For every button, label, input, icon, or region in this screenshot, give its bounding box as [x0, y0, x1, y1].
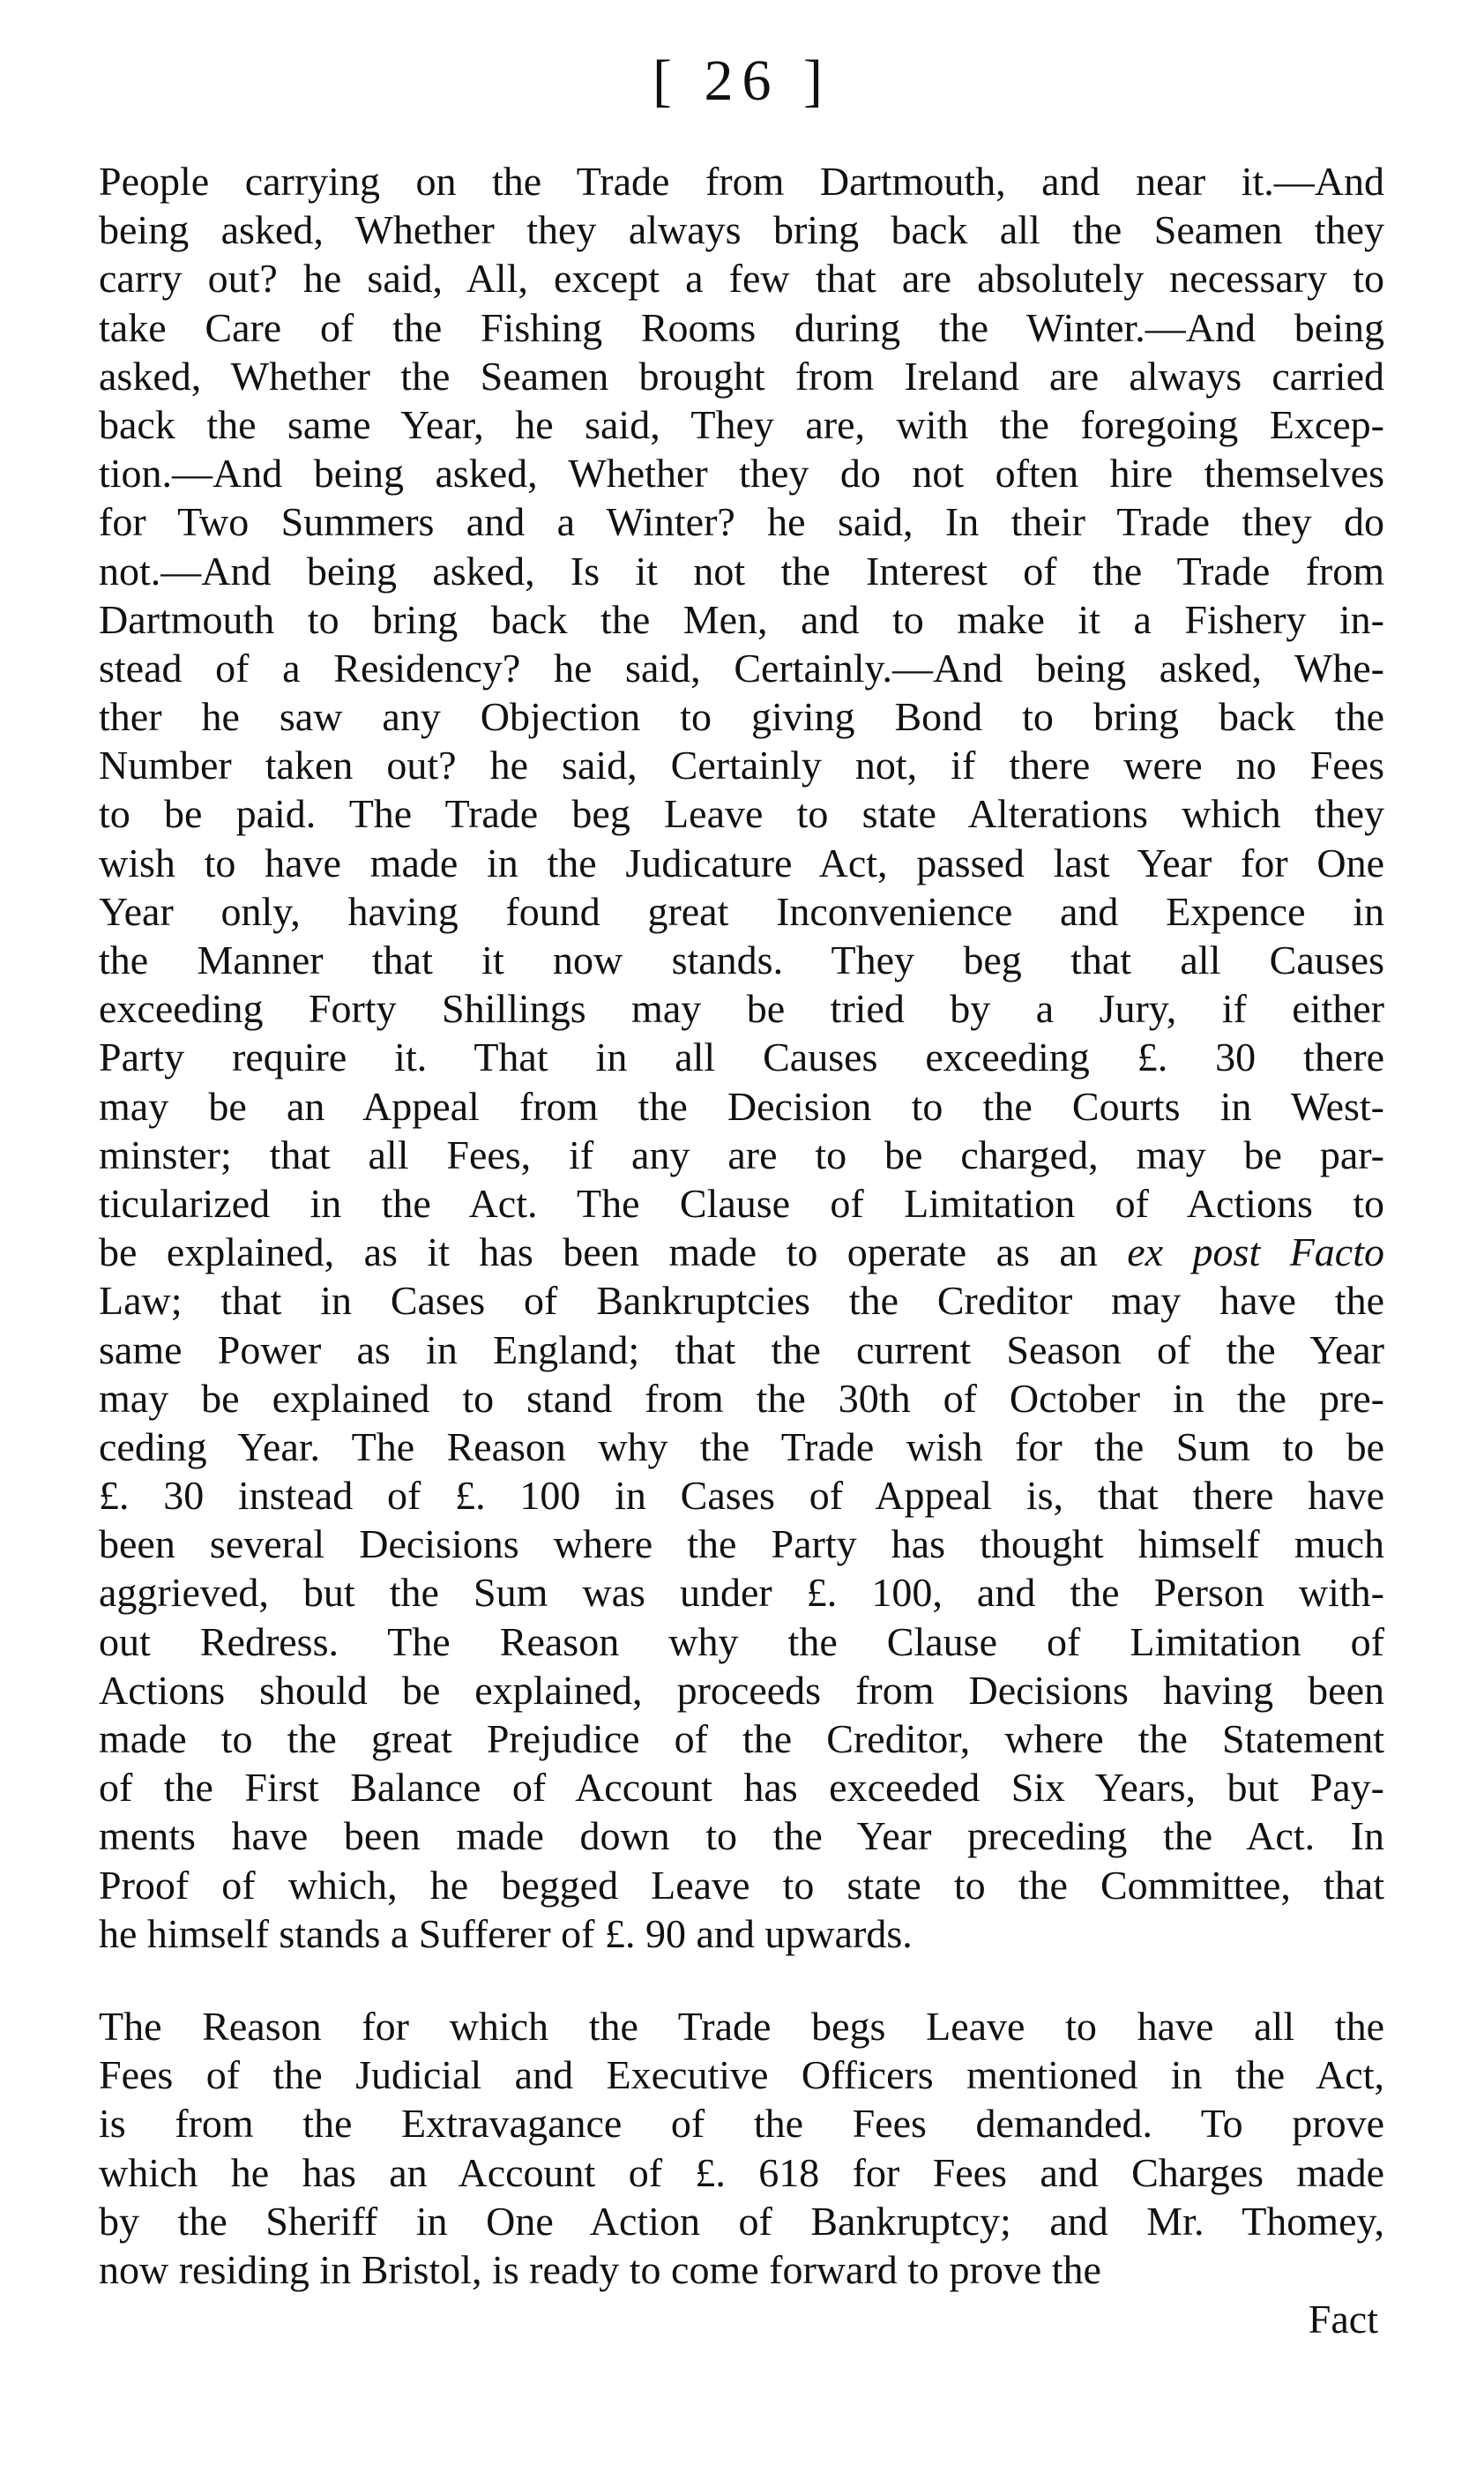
paragraph-1 [99, 157, 1384, 1958]
text-line: Fees of the Judicial and Executive Officers mentioned in the Act, [99, 2052, 1384, 2098]
text-line: not.—And being asked, Is it not the Interest of the Trade from [99, 548, 1384, 594]
text-line: by the Sheriff in One Action of Bankruptcy; and Mr. Thomey, [99, 2198, 1384, 2244]
text-line: back the same Year, he said, They are, with the foregoing Excep- [99, 401, 1384, 447]
text-line: to be paid. The Trade beg Leave to state Alterations which they [99, 791, 1384, 837]
text-line: been several Decisions where the Party has thought himself much [99, 1521, 1384, 1567]
text-line: Year only, having found great Inconvenience and Expence in [99, 888, 1384, 934]
text-line: carry out? he said, All, except a few that are absolutely necessary to [99, 256, 1384, 302]
text-line: People carrying on the Trade from Dartmouth, and near it.—And [99, 159, 1384, 204]
text-line: take Care of the Fishing Rooms during the Winter.—And being [99, 304, 1384, 350]
text-line: made to the great Prejudice of the Creditor, where the Statement [99, 1716, 1384, 1761]
text-line: minster; that all Fees, if any are to be charged, may be par- [99, 1132, 1384, 1177]
text-line: may be an Appeal from the Decision to the Courts in West- [99, 1083, 1384, 1129]
text-line: be explained, as it has been made to operate as an ex post Facto [99, 1229, 1384, 1275]
text-line: for Two Summers and a Winter? he said, In their Trade they do [99, 499, 1384, 545]
text-line: of the First Balance of Account has exceeded Six Years, but Pay- [99, 1765, 1384, 1811]
text-line: being asked, Whether they always bring back all the Seamen they [99, 207, 1384, 253]
text-line: Party require it. That in all Causes exceeding £. 30 there [99, 1035, 1384, 1080]
text-line: asked, Whether the Seamen brought from Ireland are always carried [99, 353, 1384, 399]
text-line: is from the Extravagance of the Fees demanded. To prove [99, 2101, 1384, 2147]
catchword: Fact [1308, 2297, 1378, 2342]
text-line: exceeding Forty Shillings may be tried by a Jury, if either [99, 986, 1384, 1032]
text-line: ments have been made down to the Year preceding the Act. In [99, 1813, 1384, 1859]
text-line: Number taken out? he said, Certainly not, if there were no Fees [99, 743, 1384, 788]
text-line: ther he saw any Objection to giving Bond to bring back the [99, 694, 1384, 740]
text-line: Proof of which, he begged Leave to state to the Committee, that [99, 1862, 1384, 1908]
text-line: aggrieved, but the Sum was under £. 100, and the Person with- [99, 1570, 1384, 1616]
text-line: which he has an Account of £. 618 for Fees and Charges made [99, 2149, 1384, 2195]
text-line: Law; that in Cases of Bankruptcies the Creditor may have the [99, 1278, 1384, 1324]
text-line: the Manner that it now stands. They beg that all Causes [99, 937, 1384, 982]
text-line: same Power as in England; that the current Season of the Year [99, 1326, 1384, 1372]
italic-phrase: ex post Facto [1127, 1229, 1384, 1275]
paragraph-2 [99, 2002, 1384, 2294]
text-line: ticularized in the Act. The Clause of Limitation of Actions to [99, 1180, 1384, 1226]
text-line: Actions should be explained, proceeds from Decisions having been [99, 1667, 1384, 1713]
text-line: wish to have made in the Judicature Act, passed last Year for One [99, 840, 1384, 885]
text-line: out Redress. The Reason why the Clause of Limitation of [99, 1618, 1384, 1664]
page-number: [ 26 ] [653, 49, 831, 113]
text-line: ceding Year. The Reason why the Trade wish for the Sum to be [99, 1423, 1384, 1469]
text-line: he himself stands a Sufferer of £. 90 and upwards. [99, 1910, 913, 1956]
text-line: tion.—And being asked, Whether they do not often hire themselves [99, 451, 1384, 497]
text-line: £. 30 instead of £. 100 in Cases of Appeal is, that there have [99, 1473, 1384, 1519]
text-line: The Reason for which the Trade begs Leave to have all the [99, 2004, 1384, 2049]
text-line: Dartmouth to bring back the Men, and to make it a Fishery in- [99, 596, 1384, 642]
text-line: may be explained to stand from the 30th of October in the pre- [99, 1375, 1384, 1421]
text-line: stead of a Residency? he said, Certainly.—And being asked, Whe- [99, 645, 1384, 691]
text-line: now residing in Bristol, is ready to come forward to prove the [99, 2246, 1101, 2292]
